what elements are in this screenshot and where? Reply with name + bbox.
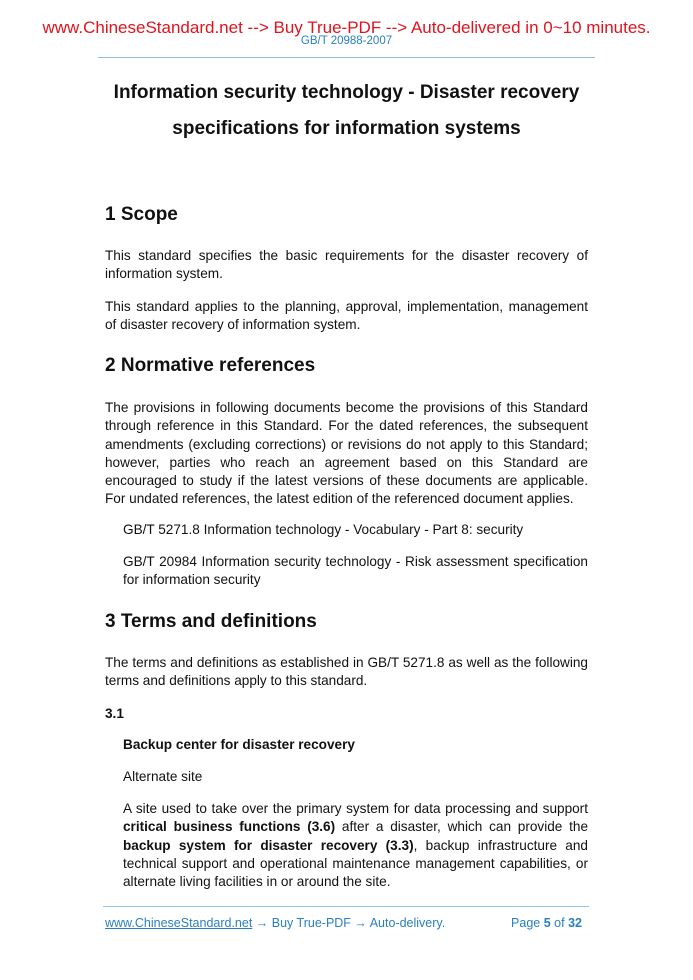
page-total: 32 [568, 916, 582, 930]
footer-divider [103, 906, 589, 907]
term-number: 3.1 [105, 706, 124, 721]
page-of: of [554, 916, 565, 930]
footer-link[interactable]: www.ChineseStandard.net [105, 916, 253, 930]
reference-item: GB/T 5271.8 Information technology - Vocabulary - Part 8: security [123, 522, 524, 537]
doc-title-line2: specifications for information systems [172, 118, 521, 139]
definition-crossref: critical business functions (3.6) [123, 819, 336, 835]
term-definition [123, 800, 588, 891]
scope-paragraph-2: This standard applies to the planning, approval, implementation, management of disaster recovery of information system. [105, 299, 588, 333]
promo-banner: www.ChineseStandard.net --> Buy True-PDF --> Auto-delivered in 0~10 minutes. [42, 18, 651, 37]
footer [105, 916, 588, 930]
term-alternate: Alternate site [123, 769, 203, 784]
normative-paragraph: The provisions in following documents become the provisions of this Standard through reference in this Standard. For the dated references, the subsequent amendments (excluding corrections) or revisions do not apply to this Standard; however, parties who reach an agreement based on this Standard are encouraged to study if the latest versions of these documents are applicable. For undated references, the latest edition of the referenced document applies. [105, 400, 588, 507]
doc-title-line1: Information security technology - Disaster recovery [113, 82, 580, 103]
heading-terms-definitions: 3 Terms and definitions [105, 611, 317, 632]
definition-crossref: backup system for disaster recovery (3.3) [123, 837, 414, 853]
page-number: 5 [543, 916, 551, 930]
page-label: Page [511, 916, 541, 930]
footer-text: → Buy True-PDF → Auto-delivery. [252, 916, 446, 930]
reference-item: GB/T 20984 Information security technology - Risk assessment specification for information security [123, 554, 588, 588]
page-indicator [511, 916, 582, 930]
scope-paragraph-1: This standard specifies the basic requirements for the disaster recovery of information system. [105, 248, 588, 282]
term-name: Backup center for disaster recovery [123, 737, 355, 752]
definition-text: after a disaster, which can provide the [335, 819, 589, 835]
heading-normative-references: 2 Normative references [105, 355, 316, 376]
header-divider [98, 57, 595, 58]
document-id: GB/T 20988-2007 [300, 35, 393, 47]
definition-text: , backup infrastructure and technical support and operational maintenance management capabilities, or alternate living facilities in or around the site. [123, 837, 588, 890]
terms-paragraph: The terms and definitions as established in GB/T 5271.8 as well as the following terms and definitions apply to this standard. [105, 655, 588, 689]
heading-scope: 1 Scope [105, 204, 178, 225]
definition-text: A site used to take over the primary system for data processing and support [123, 801, 588, 816]
